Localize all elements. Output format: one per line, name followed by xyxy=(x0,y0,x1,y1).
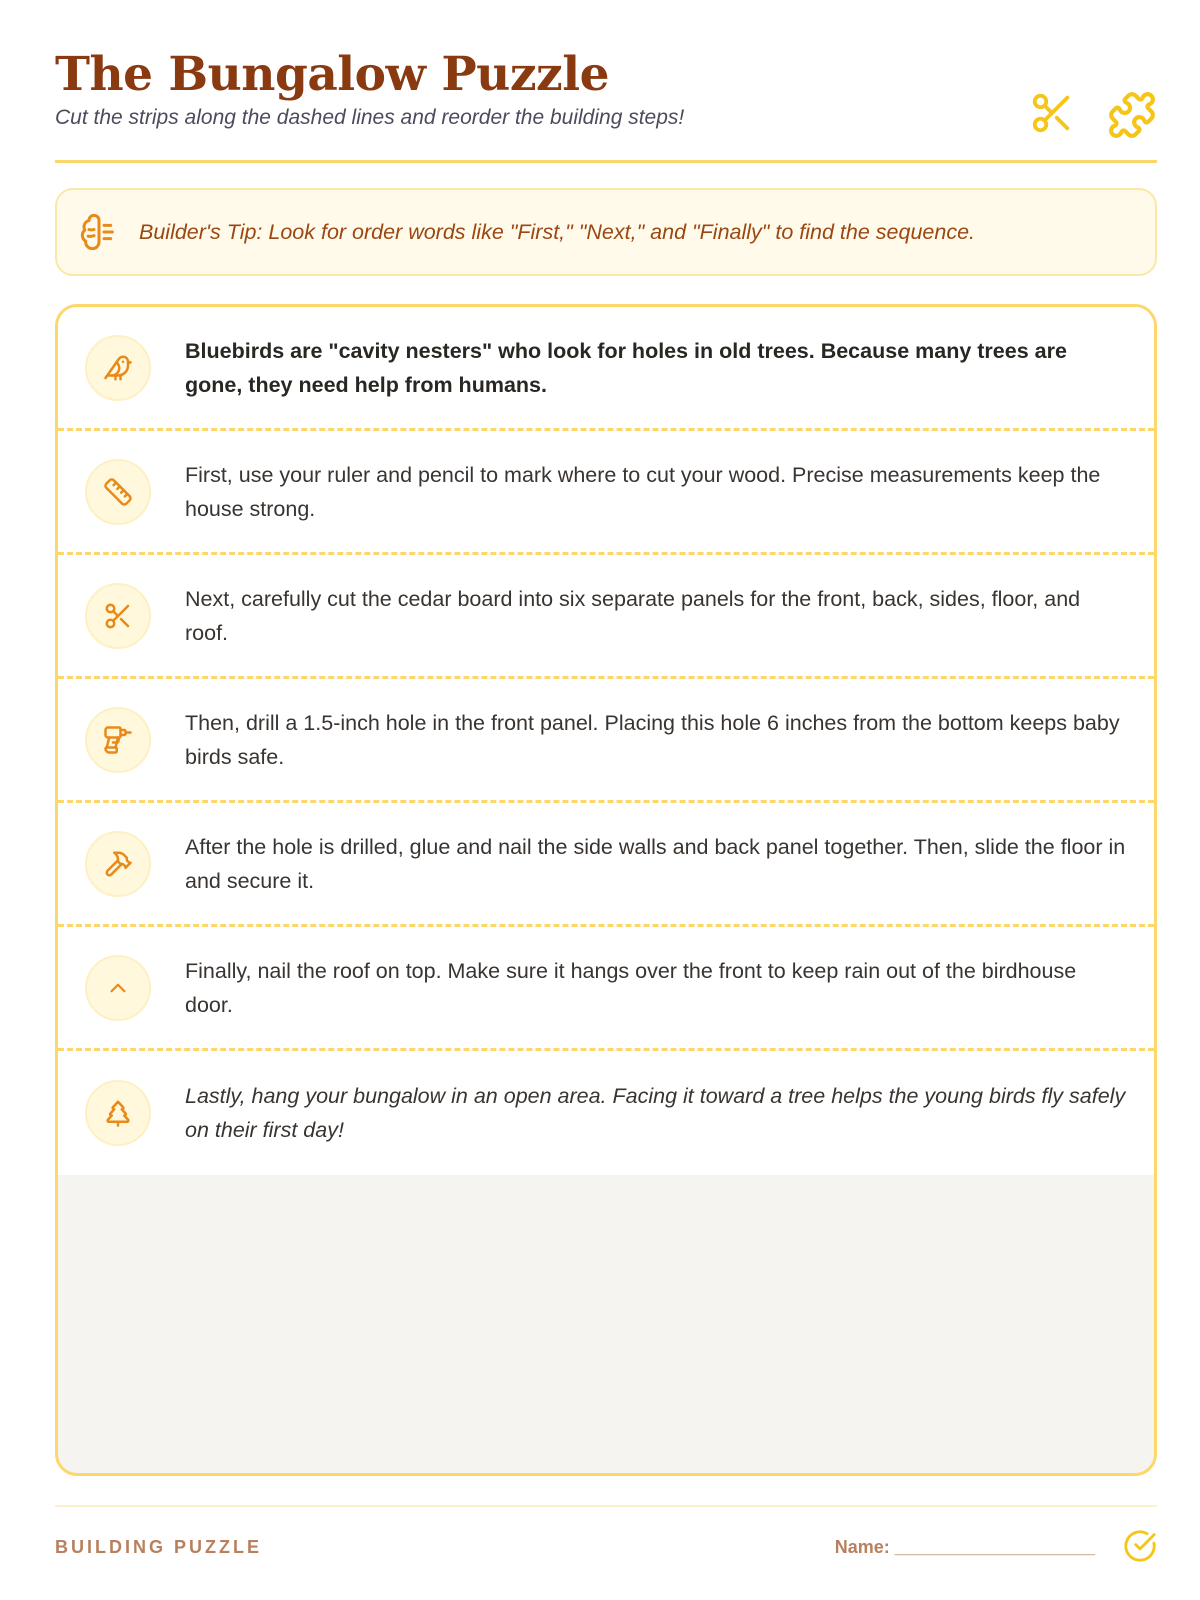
page-subtitle: Cut the strips along the dashed lines and reorder the building steps! xyxy=(55,106,685,130)
strip-text: Bluebirds are "cavity nesters" who look for holes in old trees. Because many trees are gone, they need help from humans. xyxy=(185,338,1067,397)
strip-text: After the hole is drilled, glue and nail the side walls and back panel together. Then, slide the floor in and secure it. xyxy=(185,834,1126,893)
strip-text: Then, drill a 1.5-inch hole in the front panel. Placing this hole 6 inches from the bottom keeps baby birds safe. xyxy=(185,710,1120,769)
puzzle-strip[interactable] xyxy=(58,1051,1154,1175)
ruler-icon xyxy=(103,477,133,507)
strip-icon-badge xyxy=(85,955,151,1021)
strip-icon-badge xyxy=(85,707,151,773)
puzzle-strip[interactable] xyxy=(58,803,1154,927)
page-header xyxy=(55,48,1157,163)
puzzle-card xyxy=(55,304,1157,1476)
tree-icon xyxy=(103,1098,133,1128)
name-field[interactable]: Name: ____________________ xyxy=(834,1537,1095,1557)
strip-text: First, use your ruler and pencil to mark where to cut your wood. Precise measurements keep the house strong. xyxy=(185,462,1101,521)
chevron-up-icon xyxy=(105,975,131,1001)
puzzle-icon xyxy=(1107,90,1157,140)
scissors-icon xyxy=(103,601,133,631)
strip-text: Next, carefully cut the cedar board into six separate panels for the front, back, sides, floor, and roof. xyxy=(185,586,1081,645)
strip-icon-badge xyxy=(85,1080,151,1146)
puzzle-strip[interactable] xyxy=(58,927,1154,1051)
strip-text: Finally, nail the roof on top. Make sure it hangs over the front to keep rain out of the birdhouse door. xyxy=(185,958,1077,1017)
strip-icon-badge xyxy=(85,831,151,897)
footer-label: BUILDING PUZZLE xyxy=(55,1537,262,1557)
header-icons xyxy=(1029,90,1157,140)
scissors-icon xyxy=(1029,90,1075,136)
puzzle-strip[interactable] xyxy=(58,431,1154,555)
check-circle-icon xyxy=(1123,1529,1157,1563)
drill-icon xyxy=(103,725,133,755)
puzzle-strip[interactable] xyxy=(58,555,1154,679)
page-title: The Bungalow Puzzle xyxy=(55,47,609,102)
builders-tip xyxy=(55,188,1157,276)
strip-list xyxy=(58,307,1154,1175)
puzzle-strip[interactable] xyxy=(58,679,1154,803)
strip-text: Lastly, hang your bungalow in an open area. Facing it toward a tree helps the young birds fly safely on their first day! xyxy=(185,1084,1126,1142)
brain-icon xyxy=(79,212,119,252)
tip-text: Builder's Tip: Look for order words like "First," "Next," and "Finally" to find the sequence. xyxy=(139,219,976,244)
hammer-icon xyxy=(103,849,133,879)
puzzle-strip[interactable] xyxy=(58,307,1154,431)
strip-icon-badge xyxy=(85,583,151,649)
strip-icon-badge xyxy=(85,459,151,525)
page-footer xyxy=(55,1505,1157,1565)
bird-icon xyxy=(103,353,133,383)
strip-icon-badge xyxy=(85,335,151,401)
